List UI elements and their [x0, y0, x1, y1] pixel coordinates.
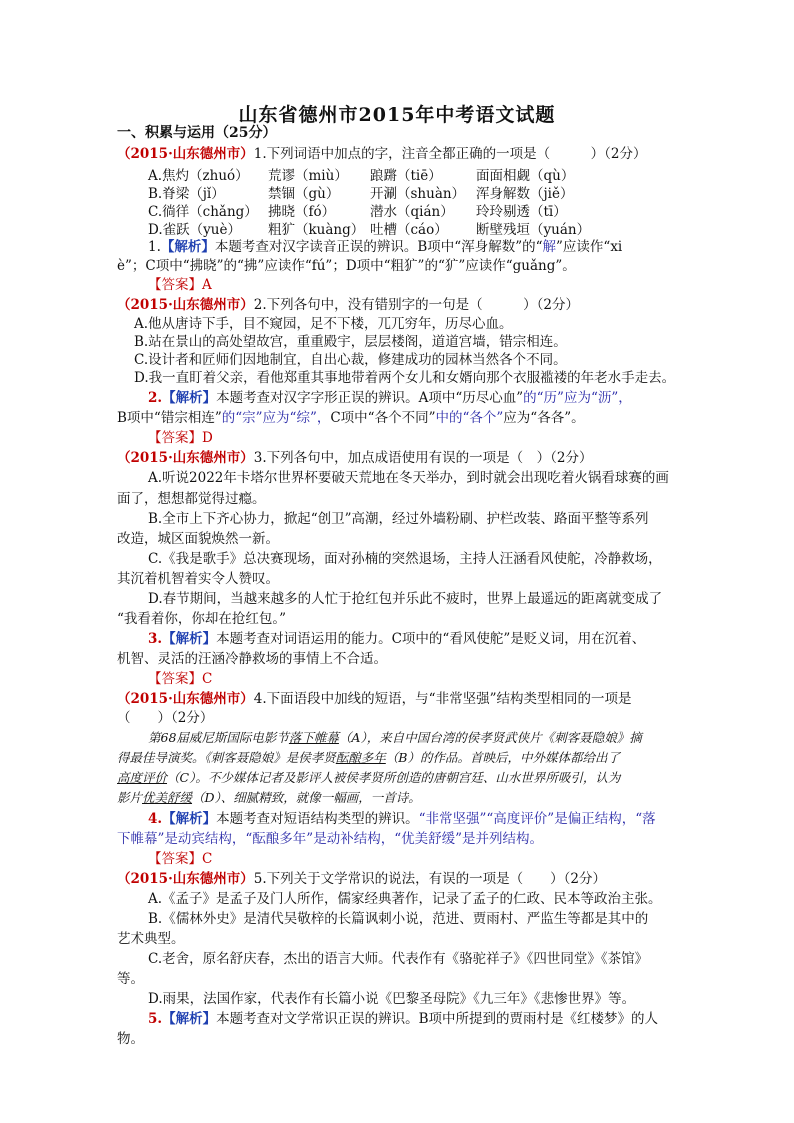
q1-row-c-1: C.徜徉（chǎng） [148, 204, 258, 220]
q5-option-b-line1: B.《儒林外史》是清代吴敬梓的长篇讽刺小说，范进、贾雨村、严监生等都是其中的 [148, 911, 649, 927]
q1-row-b-2: 禁锢（gù） [268, 186, 340, 202]
q4-explanation: 4.【解析】本题考查对短语结构类型的辨识。“非常坚强”“高度评价”是偏正结构，“落 [148, 811, 656, 827]
q3-option-a-line2: 面了，想想都觉得过瘾。 [117, 491, 266, 507]
q3-answer: 【答案】C [148, 671, 213, 687]
q5-option-d: D.雨果，法国作家，代表作有长篇小说《巴黎圣母院》《九三年》《悲惨世界》等。 [148, 991, 636, 1007]
q4-source-tag: （2015·山东德州市） [117, 691, 254, 707]
q3-option-c-line2: 其沉着机智着实令人赞叹。 [117, 571, 279, 587]
q3-option-c-line1: C.《我是歌手》总决赛现场，面对孙楠的突然退场，主持人汪涵看风使舵，冷静救场， [148, 551, 662, 567]
q5-source-tag: （2015·山东德州市） [117, 871, 254, 887]
q3-option-d-line2: “我看着你，你却在抢红包。” [117, 611, 287, 627]
q2-stem-line [117, 296, 579, 314]
section-heading: 一、积累与运用（25分） [117, 125, 277, 141]
q5-stem-line [117, 870, 606, 888]
q1-row-a-2: 荒谬（miù） [268, 168, 348, 184]
q2-option-a: A.他从唐诗下手，目不窥园，足不下楼，兀兀穷年，历尽心血。 [134, 316, 513, 332]
q5-option-c-line1: C.老舍，原名舒庆春，杰出的语言大师。代表作有《骆驼祥子》《四世同堂》《茶馆》 [148, 951, 649, 967]
q1-row-a-1: A.焦灼（zhuó） [148, 168, 249, 184]
q5-option-a: A.《孟子》是孟子及门人所作，儒家经典著作，记录了孟子的仁政、民本等政治主张。 [148, 891, 662, 907]
q1-explanation-cont: è”；C项中“拂晓”的“拂”应读作“fú”；D项中“粗犷”的“犷”应读作“guǎng”。 [117, 258, 576, 274]
q4-passage-line1: 第68届威尼斯国际电影节落下帷幕（A），来自中国台湾的侯孝贤武侠片《刺客聂隐娘》摘 [148, 730, 642, 745]
q1-answer: 【答案】A [148, 277, 212, 293]
q1-row-c-2: 拂晓（fó） [268, 204, 336, 220]
q3-explanation-cont: 机智、灵活的汪涵冷静救场的事情上不合适。 [117, 651, 387, 667]
q5-option-b-line2: 艺术典型。 [117, 931, 185, 947]
q1-explanation: 1.【解析】本题考查对汉字读音正误的辨识。B项中“浑身解数”的“解”应读作“xi [148, 239, 623, 255]
q4-stem-line [117, 690, 631, 708]
page-title: 山东省德州市2015年中考语文试题 [238, 104, 556, 126]
q4-passage-line3: 高度评价（C）。不少媒体记者及影评人被侯孝贤所创造的唐朝宫廷、山水世界所吸引，认为 [117, 770, 621, 785]
q2-option-d: D.我一直盯着父亲，看他郑重其事地带着两个女儿和女婿向那个衣服褴褛的年老水手走去。 [134, 370, 676, 386]
q3-stem: 3.下列各句中，加点成语使用有误的一项是（ ）（2分） [253, 450, 593, 466]
q4-stem-cont: （ ）（2分） [117, 710, 214, 726]
q4-answer: 【答案】C [148, 851, 213, 867]
q2-explanation-cont: B项中“错宗相连”的“宗”应为“综”，C项中“各个不同”中的“各个”应为“各各”。 [117, 410, 585, 426]
q1-row-a-4: 面面相觑（qù） [476, 168, 575, 184]
q1-row-d-4: 断壁残垣（yuán） [476, 222, 591, 238]
q5-explanation: 5.【解析】本题考查对文学常识正误的辨识。B项中所提到的贾雨村是《红楼梦》的人 [148, 1011, 659, 1027]
q2-stem: 2.下列各句中，没有错别字的一句是（ ）（2分） [253, 297, 580, 313]
q3-explanation: 3.【解析】本题考查对词语运用的能力。C项中的“看风使舵”是贬义词，用在沉着、 [148, 631, 646, 647]
q5-explanation-cont: 物。 [117, 1031, 144, 1047]
q2-option-b: B.站在景山的高处望故宫，重重殿宇，层层楼阁，道道宫墙，错宗相连。 [134, 334, 567, 350]
q1-row-b-1: B.脊梁（jǐ） [148, 186, 225, 202]
q2-option-c: C.设计者和匠师们因地制宜，自出心裁，修建成功的园林当然各个不同。 [134, 352, 567, 368]
q3-option-a-line1: A.听说2022年卡塔尔世界杯要破天荒地在冬天举办，到时就会出现吃着火锅看球赛的画 [148, 470, 669, 486]
q3-option-d-line1: D.春节期间，当越来越多的人忙于抢红包并乐此不疲时，世界上最遥远的距离就变成了 [148, 591, 663, 607]
q1-row-b-3: 开涮（shuàn） [370, 186, 466, 202]
q5-stem: 5.下列关于文学常识的说法，有误的一项是（ ）（2分） [253, 871, 606, 887]
q4-passage-line4: 影片优美舒缓（D）、细腻精致，就像一幅画，一首诗。 [117, 790, 421, 805]
q3-source-tag: （2015·山东德州市） [117, 450, 254, 466]
q1-stem-line [117, 145, 647, 163]
q1-row-d-1: D.雀跃（yuè） [148, 222, 241, 238]
q1-row-a-3: 踉蹡（tiē） [370, 168, 442, 184]
q3-option-b-line1: B.全市上下齐心协力，掀起“创卫”高潮，经过外墙粉刷、护栏改装、路面平整等系列 [148, 511, 649, 527]
q1-source-tag: （2015·山东德州市） [117, 146, 254, 162]
q5-option-c-line2: 等。 [117, 971, 144, 987]
q1-row-c-3: 潜水（qián） [370, 204, 454, 220]
q1-row-d-3: 吐槽（cáo） [370, 222, 448, 238]
q3-stem-line [117, 449, 593, 467]
q2-source-tag: （2015·山东德州市） [117, 297, 254, 313]
q1-stem: 1.下列词语中加点的字，注音全都正确的一项是（ ）（2分） [253, 146, 647, 162]
q2-explanation: 2.【解析】本题考查对汉字字形正误的辨识。A项中“历尽心血”的“历”应为“沥”， [148, 390, 632, 406]
q1-row-d-2: 粗犷（kuàng） [268, 222, 365, 238]
q3-option-b-line2: 改造，城区面貌焕然一新。 [117, 531, 279, 547]
q4-stem: 4.下面语段中加线的短语，与“非常坚强”结构类型相同的一项是 [253, 691, 632, 707]
q1-row-b-4: 浑身解数（jiě） [476, 186, 574, 202]
q4-passage-line2: 得最佳导演奖。《刺客聂隐娘》是侯孝贤酝酿多年（B）的作品。首映后，中外媒体都给出了 [117, 750, 620, 765]
q4-explanation-cont: 下帷幕”是动宾结构，“酝酿多年”是动补结构，“优美舒缓”是并列结构。 [117, 831, 544, 847]
q1-row-c-4: 玲玲剔透（tī） [476, 204, 567, 220]
q2-answer: 【答案】D [148, 430, 213, 446]
